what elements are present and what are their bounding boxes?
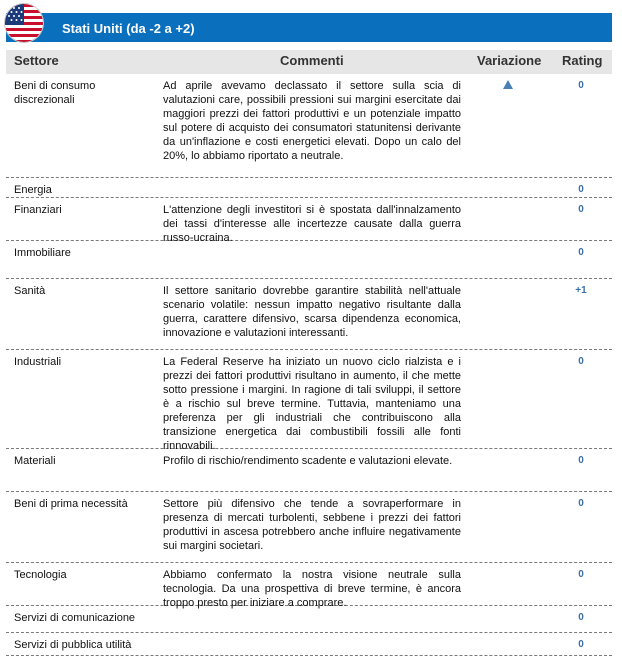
- sector-name: Beni di consumo discrezionali: [14, 80, 96, 106]
- sector-name: Finanziari: [14, 204, 62, 216]
- sector-name: Servizi di pubblica utilità: [14, 639, 132, 651]
- rating-value: 0: [578, 356, 584, 367]
- column-header-variation: Variazione: [477, 53, 542, 68]
- sector-name: Immobiliare: [14, 247, 71, 259]
- rating-value: 0: [578, 498, 584, 509]
- sector-name: Materiali: [14, 455, 56, 467]
- sector-name: Tecnologia: [14, 569, 67, 581]
- rating-value: 0: [578, 80, 584, 91]
- rating-value: 0: [578, 569, 584, 580]
- sector-comment: Settore più difensivo che tende a sovraperformare in presenza di mercati turbolenti, sebbene i prezzi dei fattori produttivi in ascesa potrebbero anche influire negativamente sui margini societari.: [163, 498, 461, 552]
- table-row: [6, 633, 612, 656]
- section-title: Stati Uniti (da -2 a +2): [62, 21, 195, 36]
- sector-name: Energia: [14, 184, 52, 196]
- rating-value: 0: [578, 204, 584, 215]
- sector-name: Servizi di comunicazione: [14, 612, 136, 624]
- sector-table: [6, 74, 612, 656]
- column-header-comment: Commenti: [280, 53, 344, 68]
- table-row: [6, 241, 612, 279]
- sector-comment: Il settore sanitario dovrebbe garantire stabilità nell'attuale scenario volatile: nessun impatto negativo risultante dalla guerra, carattere difensivo, scarsa dipendenza economica, innovazione e valutazioni interessanti.: [163, 285, 461, 339]
- table-row: [6, 350, 612, 452]
- sector-comment: Ad aprile avevamo declassato il settore sulla scia di valutazioni care, possibili pressioni sui margini esercitate dai maggiori prezzi dei fattori produttivi e un potenziale impatto sul potere di acquisto dei consumatori statunitensi derivante da un'inflazione e costi energetici elevati. Dopo un calo del 20%, lo abbiamo riportato a neutrale.: [163, 80, 461, 162]
- sector-comment: Abbiamo confermato la nostra visione neutrale sulla tecnologia. Da una prospettiva di breve termine, è ancora troppo presto per iniziare a comprare.: [163, 569, 461, 609]
- variation-cell: [473, 79, 543, 93]
- rating-value: 0: [578, 455, 584, 466]
- rating-value: 0: [578, 184, 584, 195]
- table-row: [6, 279, 612, 350]
- table-row: [6, 449, 612, 492]
- sector-comment: La Federal Reserve ha iniziato un nuovo ciclo rialzista e i prezzi dei fattori produttivi risultano in aumento, il che mette sotto pressione i margini. In ragione di tali sviluppi, il settore è a rischio sul breve termine. Tuttavia, manteniamo una preferenza per gli industriali che contribuiscono alla transizione energetica dai combustibili fossili alle fonti rinnovabili.: [163, 356, 461, 452]
- rating-value: 0: [578, 247, 584, 258]
- rating-value: +1: [575, 285, 587, 296]
- table-row: [6, 74, 612, 178]
- table-row: [6, 563, 612, 609]
- table-row: [6, 606, 612, 633]
- us-flag-icon: [5, 4, 43, 42]
- column-header-rating: Rating: [562, 53, 603, 68]
- sector-comment: Profilo di rischio/rendimento scadente e valutazioni elevate.: [163, 455, 453, 467]
- sector-comment: L'attenzione degli investitori si è spostata dall'innalzamento dei tassi d'interesse alle incertezze causate dalla guerra russo-ucraina.: [163, 204, 461, 244]
- sector-name: Sanità: [14, 285, 46, 297]
- table-row: [6, 492, 612, 563]
- sector-name: Industriali: [14, 356, 62, 368]
- table-row: [6, 178, 612, 198]
- rating-value: 0: [578, 639, 584, 650]
- sector-name: Beni di prima necessità: [14, 498, 128, 510]
- column-header-sector: Settore: [14, 53, 59, 68]
- rating-value: 0: [578, 612, 584, 623]
- arrow-up-icon: [503, 80, 513, 89]
- table-row: [6, 198, 612, 244]
